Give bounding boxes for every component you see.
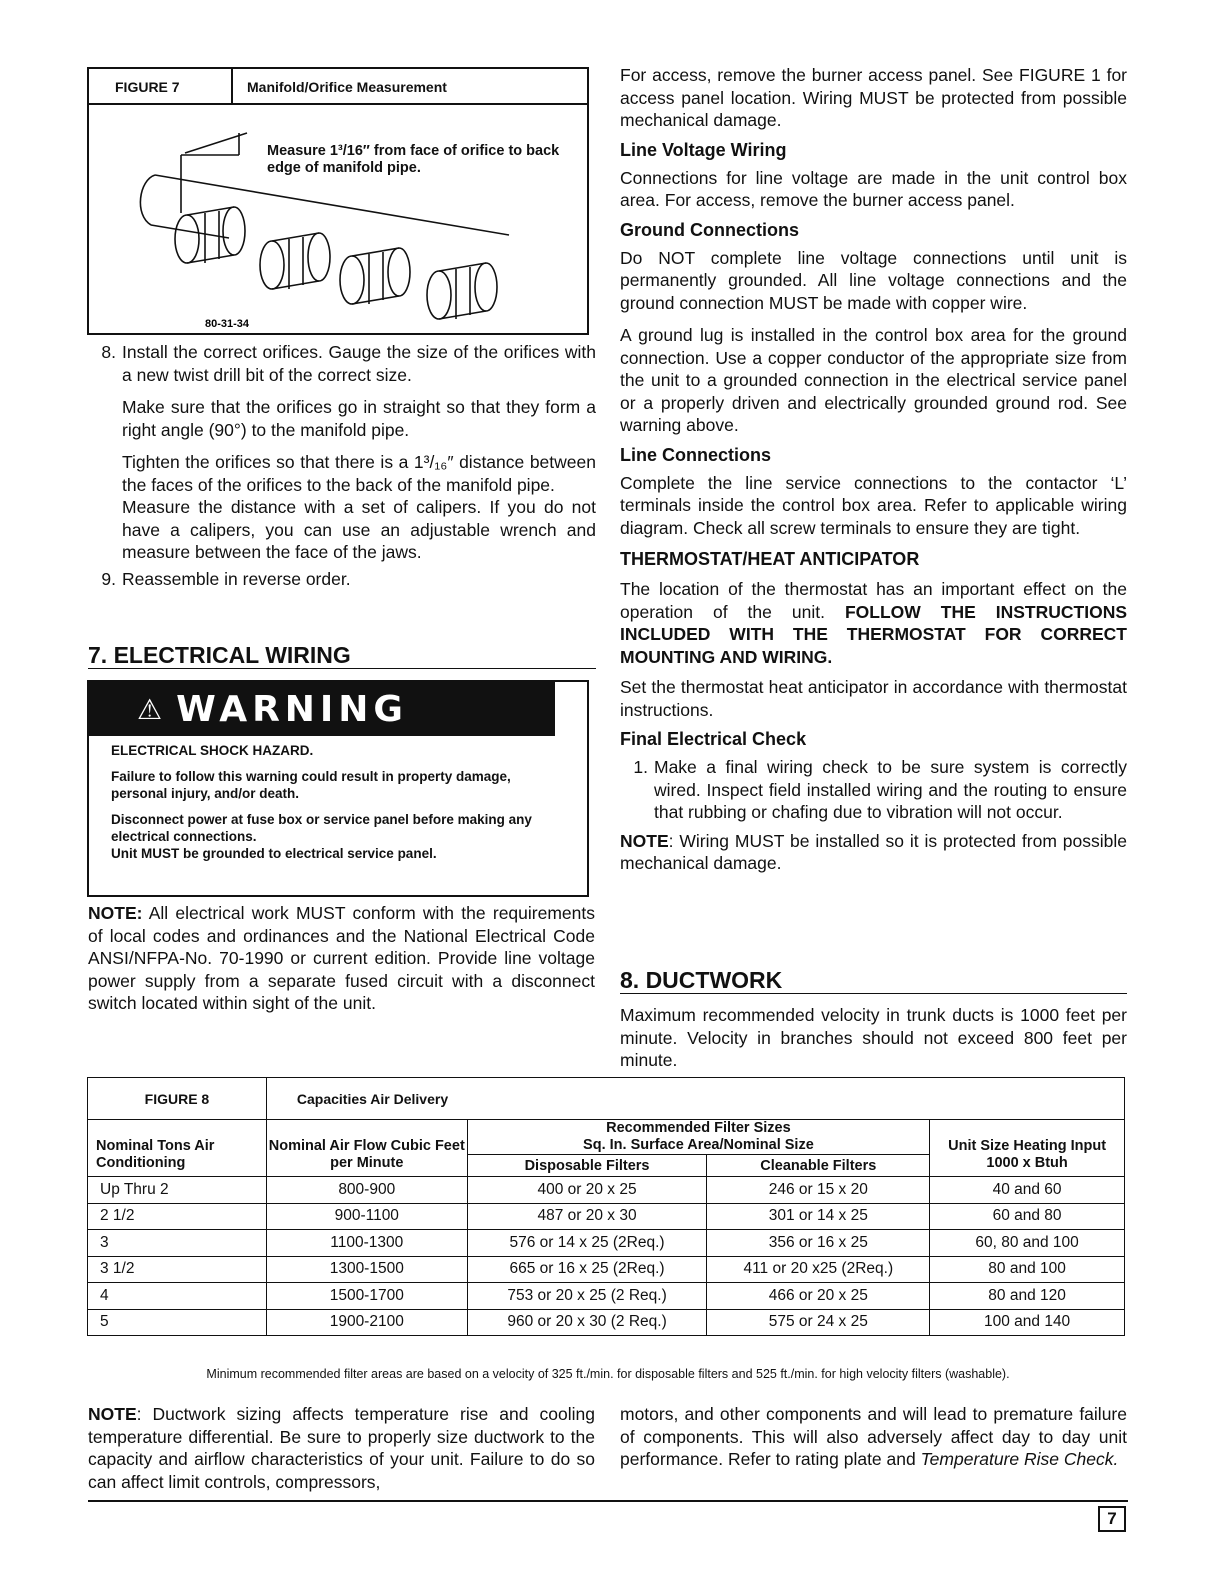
figure-7 [87, 67, 589, 335]
table-cell: 576 or 14 x 25 (2Req.) [467, 1230, 707, 1257]
step-8-para-4: Measure the distance with a set of calipers. If you do not have a calipers, you can use an adjustable wrench and measure between the face of the jaws. [122, 497, 596, 562]
figure-8-table [87, 1077, 1125, 1336]
table-row [88, 1203, 1125, 1230]
warning-banner [89, 682, 555, 736]
table-cell: 665 or 16 x 25 (2Req.) [467, 1256, 707, 1283]
thermostat-text-1: The location of the thermostat has an important effect on the operation of the unit. FOLLOW THE INSTRUCTIONS INCLUDED WITH THE THERMOSTAT FOR CORRECT MOUNTING AND WIRING. [620, 579, 1127, 667]
ground-text-1: Do NOT complete line voltage connections until unit is permanently grounded. All line voltage connections and the ground connection MUST be made with copper wire. [620, 247, 1127, 313]
table-cell: 466 or 20 x 25 [707, 1283, 930, 1310]
line-voltage-text: Connections for line voltage are made in the unit control box area. For access, remove the burner access panel. [620, 167, 1127, 210]
table-cell: 1300-1500 [266, 1256, 467, 1283]
warning-line-1: ELECTRICAL SHOCK HAZARD. [111, 743, 314, 758]
col-air: Nominal Air Flow Cubic Feet per Minute [266, 1120, 467, 1177]
col-disposable: Disposable Filters [467, 1155, 707, 1177]
table-cell: 753 or 20 x 25 (2 Req.) [467, 1283, 707, 1310]
warning-triangle-icon: ⚠ [137, 692, 163, 726]
right-column [620, 64, 1127, 875]
step-8-para-3: Tighten the orifices so that there is a 1³/₁₆″ distance between the faces of the orifices to the back of the manifold pipe. [122, 452, 596, 495]
section-7-rule [88, 668, 596, 669]
table-cell: 246 or 15 x 20 [707, 1177, 930, 1204]
section-8-heading: 8. DUCTWORK [620, 967, 783, 993]
page-number: 7 [1098, 1506, 1126, 1532]
warning-word: WARNING [176, 688, 408, 730]
electrical-note: NOTE: All electrical work MUST conform with the requirements of local codes and ordinances and the National Electrical Code ANSI/NFPA-No. 70-1990 or current edition. Provide line voltage power supply from a separate fused circuit with a disconnect switch located within sight of the unit. [88, 903, 595, 1013]
orifice-steps [90, 341, 596, 590]
final-check-item-1: 1. Make a final wiring check to be sure system is correctly wired. Inspect field installed wiring and the routing to ensure that rubbing or chafing due to vibration will not occur. [633, 757, 1127, 822]
step-8-para-2: Make sure that the orifices go in straight so that they form a right angle (90°) to the manifold pipe. [122, 397, 596, 440]
table-cell: 1100-1300 [266, 1230, 467, 1257]
table-cell: 575 or 24 x 25 [707, 1309, 930, 1336]
table-cell: 60 and 80 [930, 1203, 1125, 1230]
table-row [88, 1309, 1125, 1336]
thermostat-text-2: Set the thermostat heat anticipator in accordance with thermostat instructions. [620, 677, 1127, 720]
wiring-note: NOTE: Wiring MUST be installed so it is protected from possible mechanical damage. [620, 830, 1127, 873]
table-cell: 301 or 14 x 25 [707, 1203, 930, 1230]
table-cell: 80 and 100 [930, 1256, 1125, 1283]
col-unit: Unit Size Heating Input 1000 x Btuh [930, 1120, 1125, 1177]
figure-7-label: FIGURE 7 [89, 69, 233, 103]
warning-line-3: Disconnect power at fuse box or service panel before making any electrical connections. [111, 812, 532, 844]
thermostat-heading: THERMOSTAT/HEAT ANTICIPATOR [620, 549, 920, 569]
table-cell: 900-1100 [266, 1203, 467, 1230]
figure-8-label: FIGURE 8 [88, 1078, 267, 1120]
table-row [88, 1177, 1125, 1204]
table-cell: Up Thru 2 [88, 1177, 267, 1204]
table-cell: 1900-2100 [266, 1309, 467, 1336]
figure-8-body [88, 1177, 1125, 1336]
figure-8-header-row [88, 1078, 1125, 1120]
figure-8-footnote: Minimum recommended filter areas are based on a velocity of 325 ft./min. for disposable filters and 525 ft./min. for high velocity filters (washable). [206, 1367, 1010, 1381]
table-cell: 2 1/2 [88, 1203, 267, 1230]
table-cell: 100 and 140 [930, 1309, 1125, 1336]
table-cell: 800-900 [266, 1177, 467, 1204]
warning-line-2: Failure to follow this warning could result in property damage, personal injury, and/or death. [111, 769, 511, 801]
table-cell: 80 and 120 [930, 1283, 1125, 1310]
step-8: 8. Install the correct orifices. Gauge the size of the orifices with a new twist drill bit of the correct size. [101, 342, 596, 385]
ductwork-note-left: NOTE: Ductwork sizing affects temperature rise and cooling temperature differential. Be sure to properly size ductwork to the capacity and airflow characteristics of your unit. Failure to do so can affect limit controls, compressors, [88, 1404, 595, 1492]
warning-box [87, 680, 589, 897]
section-7-heading: 7. ELECTRICAL WIRING [88, 642, 351, 668]
table-cell: 356 or 16 x 25 [707, 1230, 930, 1257]
table-cell: 400 or 20 x 25 [467, 1177, 707, 1204]
footer-rule [88, 1500, 1128, 1502]
col-cleanable: Cleanable Filters [707, 1155, 930, 1177]
column-header-row-1 [88, 1120, 1125, 1155]
table-cell: 40 and 60 [930, 1177, 1125, 1204]
figure-7-callout: Measure 1³/16″ from face of orifice to back edge of manifold pipe. [267, 143, 560, 176]
line-connections-heading: Line Connections [620, 444, 772, 465]
col-filter: Recommended Filter Sizes Sq. In. Surface Area/Nominal Size [467, 1120, 930, 1155]
table-cell: 5 [88, 1309, 267, 1336]
ductwork-text: Maximum recommended velocity in trunk ducts is 1000 feet per minute. Velocity in branches should not exceed 800 feet per minute. [620, 1005, 1127, 1070]
step-9: 9. Reassemble in reverse order. [101, 568, 351, 589]
table-row [88, 1256, 1125, 1283]
ground-text-2: A ground lug is installed in the control box area for the ground connection. Use a copper conductor of the appropriate size from the unit to a grounded connection in the electrical service panel or a properly driven and electrically grounded ground rod. See warning above. [620, 325, 1127, 435]
table-cell: 487 or 20 x 30 [467, 1203, 707, 1230]
final-check-heading: Final Electrical Check [620, 729, 807, 749]
table-cell: 3 [88, 1230, 267, 1257]
table-cell: 3 1/2 [88, 1256, 267, 1283]
table-row [88, 1230, 1125, 1257]
figure-7-title: Manifold/Orifice Measurement [247, 79, 447, 95]
ductwork-note-right: motors, and other components and will lead to premature failure of components. This will also adversely affect day to day unit performance. Refer to rating plate and Temperature Rise Check. [620, 1404, 1127, 1469]
warning-line-4: Unit MUST be grounded to electrical service panel. [111, 846, 437, 861]
ground-heading: Ground Connections [620, 219, 799, 240]
section-8-rule [620, 993, 1127, 994]
line-voltage-heading: Line Voltage Wiring [620, 139, 787, 160]
table-cell: 4 [88, 1283, 267, 1310]
line-connections-text: Complete the line service connections to the contactor ‘L’ terminals inside the control box area. Refer to applicable wiring diagram. Check all screw terminals to ensure they are tight. [620, 472, 1127, 538]
table-cell: 960 or 20 x 30 (2 Req.) [467, 1309, 707, 1336]
table-cell: 60, 80 and 100 [930, 1230, 1125, 1257]
manifold-illustration [89, 105, 587, 331]
table-cell: 1500-1700 [266, 1283, 467, 1310]
col-tons: Nominal Tons Air Conditioning [88, 1120, 267, 1177]
access-intro: For access, remove the burner access panel. See FIGURE 1 for access panel location. Wiring MUST be protected from possible mechanical damage. [620, 65, 1127, 130]
table-row [88, 1283, 1125, 1310]
figure-7-code: 80-31-34 [205, 318, 250, 330]
figure-7-header [89, 69, 587, 105]
table-cell: 411 or 20 x25 (2Req.) [707, 1256, 930, 1283]
figure-8-title: Capacities Air Delivery [266, 1078, 1124, 1120]
